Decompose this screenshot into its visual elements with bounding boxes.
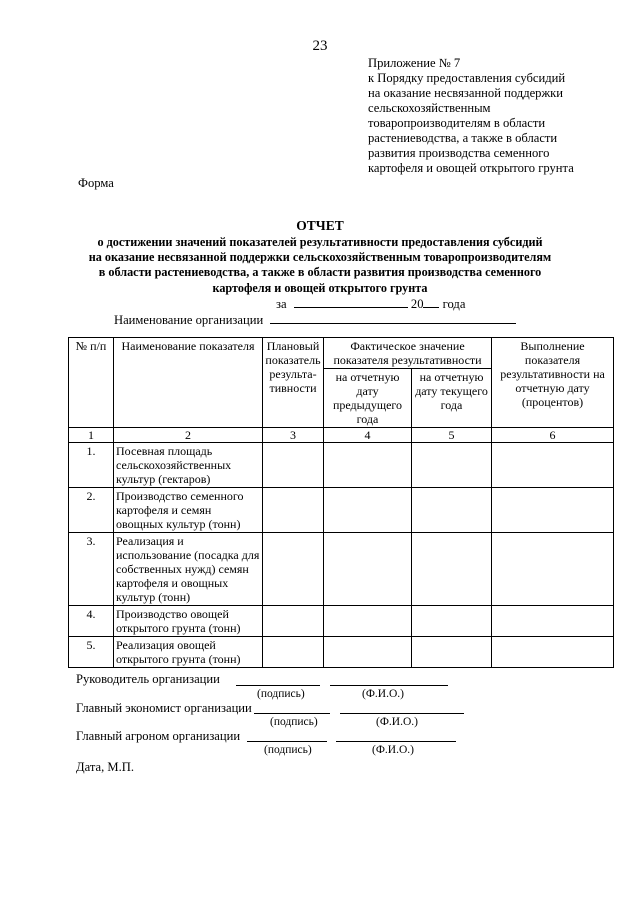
appendix-line: на оказание несвязанной поддержки bbox=[368, 86, 564, 100]
cell-actual-prev[interactable] bbox=[324, 606, 412, 637]
fio-caption: (Ф.И.О.) bbox=[376, 716, 418, 728]
header-actual-group: Фактическое значение показателя результативности bbox=[324, 338, 492, 369]
page-number: 23 bbox=[312, 38, 328, 54]
row-indicator-name: Производство семенного картофеля и семян овощных культур (тонн) bbox=[114, 488, 263, 533]
head-signature-line[interactable] bbox=[236, 685, 320, 686]
appendix-line: к Порядку предоставления субсидий bbox=[368, 71, 566, 85]
signature-caption: (подпись) bbox=[270, 716, 318, 728]
appendix-line: сельскохозяйственным bbox=[368, 101, 491, 115]
cell-completion[interactable] bbox=[492, 488, 614, 533]
cell-actual-curr[interactable] bbox=[412, 488, 492, 533]
row-number: 2. bbox=[69, 488, 114, 533]
subtitle-line: на оказание несвязанной поддержки сельскохозяйственным товаропроизводителям bbox=[88, 250, 552, 265]
economist-label: Главный экономист организации bbox=[76, 701, 252, 715]
cell-planned[interactable] bbox=[263, 637, 324, 668]
report-subtitle bbox=[72, 235, 568, 296]
date-stamp-label: Дата, М.П. bbox=[76, 760, 134, 774]
column-number: 5 bbox=[412, 428, 492, 443]
period-year: 20 bbox=[410, 297, 424, 311]
row-indicator-name: Реализация и использование (посадка для собственных нужд) семян картофеля и овощных культур (тонн) bbox=[114, 533, 263, 606]
org-label: Наименование организации bbox=[114, 313, 264, 327]
cell-actual-prev[interactable] bbox=[324, 443, 412, 488]
year-blank[interactable] bbox=[423, 295, 439, 308]
row-number: 1. bbox=[69, 443, 114, 488]
row-number: 3. bbox=[69, 533, 114, 606]
table-row bbox=[69, 637, 614, 668]
row-number: 5. bbox=[69, 637, 114, 668]
row-indicator-name: Посевная площадь сельскохозяйственных культур (гектаров) bbox=[114, 443, 263, 488]
appendix-line: растениеводства, а также в области bbox=[368, 131, 558, 145]
cell-actual-prev[interactable] bbox=[324, 533, 412, 606]
report-table bbox=[68, 337, 614, 668]
subtitle-line: картофеля и овощей открытого грунта bbox=[212, 280, 428, 295]
row-indicator-name: Реализация овощей открытого грунта (тонн) bbox=[114, 637, 263, 668]
header-actual-curr: на отчетную дату текущего года bbox=[412, 369, 492, 428]
cell-planned[interactable] bbox=[263, 606, 324, 637]
period-prefix: за bbox=[276, 297, 287, 311]
column-number: 1 bbox=[69, 428, 114, 443]
cell-completion[interactable] bbox=[492, 533, 614, 606]
appendix-line: картофеля и овощей открытого грунта bbox=[368, 161, 574, 175]
agronomist-fio-line[interactable] bbox=[336, 741, 456, 742]
cell-planned[interactable] bbox=[263, 533, 324, 606]
table-row bbox=[69, 488, 614, 533]
economist-signature-line[interactable] bbox=[254, 713, 330, 714]
cell-actual-curr[interactable] bbox=[412, 637, 492, 668]
cell-actual-curr[interactable] bbox=[412, 533, 492, 606]
cell-completion[interactable] bbox=[492, 606, 614, 637]
organization-name-row bbox=[114, 311, 516, 328]
report-period bbox=[276, 295, 465, 312]
subtitle-line: о достижении значений показателей результативности предоставления субсидий bbox=[97, 235, 543, 249]
table-row bbox=[69, 606, 614, 637]
period-suffix: года bbox=[442, 297, 466, 311]
row-indicator-name: Производство овощей открытого грунта (тонн) bbox=[114, 606, 263, 637]
report-title: ОТЧЕТ bbox=[296, 218, 344, 233]
appendix-block bbox=[368, 56, 618, 176]
cell-actual-curr[interactable] bbox=[412, 606, 492, 637]
fio-caption: (Ф.И.О.) bbox=[362, 688, 404, 700]
cell-planned[interactable] bbox=[263, 443, 324, 488]
column-number: 3 bbox=[263, 428, 324, 443]
cell-actual-prev[interactable] bbox=[324, 488, 412, 533]
cell-actual-prev[interactable] bbox=[324, 637, 412, 668]
header-name: Наименование показателя bbox=[114, 338, 263, 428]
cell-completion[interactable] bbox=[492, 443, 614, 488]
column-number: 2 bbox=[114, 428, 263, 443]
organization-name-blank[interactable] bbox=[270, 311, 516, 324]
fio-caption: (Ф.И.О.) bbox=[372, 744, 414, 756]
appendix-line: развития производства семенного bbox=[368, 146, 550, 160]
period-blank[interactable] bbox=[294, 295, 408, 308]
header-num: № п/п bbox=[69, 338, 114, 428]
form-label: Форма bbox=[78, 176, 114, 190]
economist-fio-line[interactable] bbox=[340, 713, 464, 714]
head-label: Руководитель организации bbox=[76, 672, 220, 686]
appendix-line: товаропроизводителям в области bbox=[368, 116, 546, 130]
subtitle-line: в области растениеводства, а также в области развития производства семенного bbox=[98, 265, 542, 280]
signature-caption: (подпись) bbox=[257, 688, 305, 700]
agronomist-signature-line[interactable] bbox=[247, 741, 327, 742]
agronomist-label: Главный агроном организации bbox=[76, 729, 241, 743]
table-row bbox=[69, 533, 614, 606]
header-planned: Плановый показатель результа-тивности bbox=[263, 338, 324, 428]
column-number: 6 bbox=[492, 428, 614, 443]
signature-caption: (подпись) bbox=[264, 744, 312, 756]
row-number: 4. bbox=[69, 606, 114, 637]
cell-actual-curr[interactable] bbox=[412, 443, 492, 488]
header-actual-prev: на отчетную дату предыдущего года bbox=[324, 369, 412, 428]
header-completion: Выполнение показателя результативности на отчетную дату (процентов) bbox=[492, 338, 614, 428]
head-fio-line[interactable] bbox=[330, 685, 448, 686]
cell-planned[interactable] bbox=[263, 488, 324, 533]
cell-completion[interactable] bbox=[492, 637, 614, 668]
table-row bbox=[69, 443, 614, 488]
column-number: 4 bbox=[324, 428, 412, 443]
appendix-title: Приложение № 7 bbox=[368, 56, 461, 70]
